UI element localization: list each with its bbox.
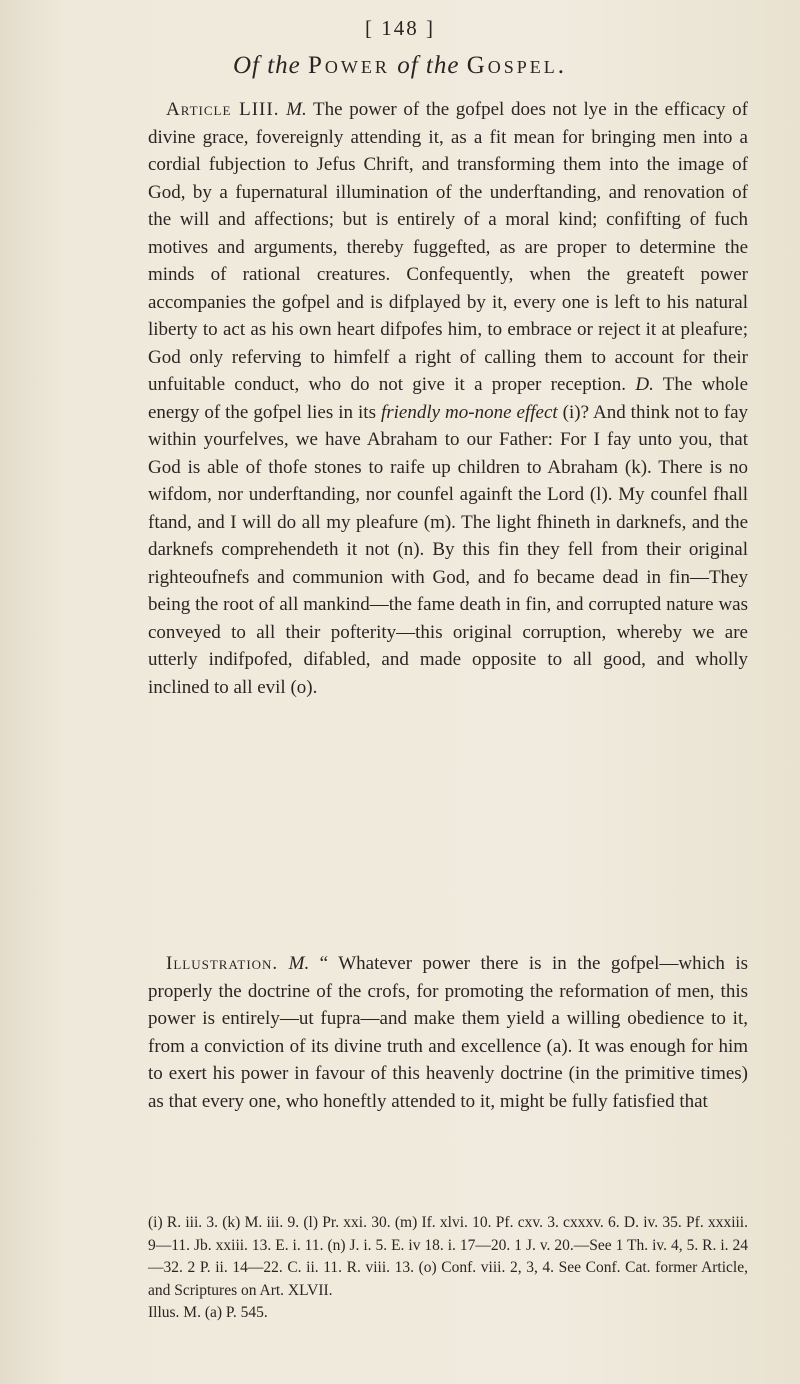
illustration-section	[148, 950, 748, 1115]
footnote-illus: Illus. M. (a) P. 545.	[148, 1304, 268, 1321]
illustration-marker: M.	[288, 953, 310, 974]
affirmation-marker: M.	[286, 99, 307, 120]
article-label: Article LIII.	[166, 99, 280, 120]
article-text: The power of the gofpel does not lye in the efficacy of divine grace, fovereignly attending it, as a fit mean for bringing men into a cordial fubjection to Jefus Chrift, and transforming them into the image of God, by a fupernatural illumination of the underftanding, and renovation of the will and affections; but is entirely of a moral kind; confifting of fuch motives and arguments, thereby fuggefted, as are proper to determine the minds of rational creatures. Confequently, when the greateft power accompanies the gofpel and is difplayed by it, every one is left to his natural liberty to act as his own heart difpofes him, to embrace or reject it at pleafure; God only referving to himfelf a right of calling them to account for their unfuitable conduct, who do not give it a proper reception.	[148, 99, 748, 395]
illustration-paragraph	[148, 950, 748, 1115]
running-head-of-the: Of the	[232, 52, 301, 79]
running-head-of-the-2: of the	[397, 52, 460, 79]
denial-emphasis: friendly mo-none effect	[380, 401, 558, 423]
denial-text-2: (i)? And think not to fay within yourfelves, we have Abraham to our Father: For I fay unto you, that God is able of thofe stones to raife up children to Abraham (k). There is no wifdom, nor underftanding, nor counfel againft the Lord (l). My counfel fhall ftand, and I will do all my pleafure (m). The light fhineth in darknefs, and the darknefs comprehendeth it not (n). By this fin they fell from their original righteoufnefs and communion with God, and fo became dead in fin—They being the root of all mankind—the fame death in fin, and corrupted nature was conveyed to all their pofterity—this original corruption, whereby we are utterly indifpofed, difabled, and made opposite to all good, and wholly inclined to all evil (o).	[148, 401, 749, 698]
illustration-text: “ Whatever power there is in the gofpel—which is properly the doctrine of the crofs, for promoting the reformation of men, this power is entirely—ut fupra—and make them yield a willing obedience to it, from a conviction of its divine truth and excellence (a). It was enough for him to exert his power in favour of this heavenly doctrine (in the primitive times) as that every one, who honeftly attended to it, might be fully fatisfied that	[148, 953, 748, 1112]
running-head	[0, 52, 800, 80]
denial-marker: D.	[635, 374, 654, 395]
running-head-power: Power	[308, 52, 390, 79]
illustration-label: Illustration.	[166, 953, 279, 974]
article-paragraph	[148, 96, 748, 701]
footnote-references: (i) R. iii. 3. (k) M. iii. 9. (l) Pr. xxi. 30. (m) If. xlvi. 10. Pf. cxv. 3. cxxxv. 6. D. iv. 35. Pf. xxxiii. 9—11. Jb. xxiii. 13. E. i. 11. (n) J. i. 5. E. iv 18. i. 17—20. 1 J. v. 20.—See 1 Th. iv. 4, 5. R. i. 24—32. 2 P. ii. 14—22. C. ii. 11. R. viii. 13. (o) Conf. viii. 2, 3, 4. See Conf. Cat. former Article, and Scriptures on Art. XLVII.	[148, 1214, 748, 1299]
denial-text-1: The whole energy of the gofpel lies in its	[148, 374, 749, 423]
running-head-gospel: Gospel.	[466, 52, 568, 79]
footnotes	[148, 1212, 748, 1325]
article-section	[148, 96, 748, 701]
page-number: [ 148 ]	[365, 16, 435, 40]
